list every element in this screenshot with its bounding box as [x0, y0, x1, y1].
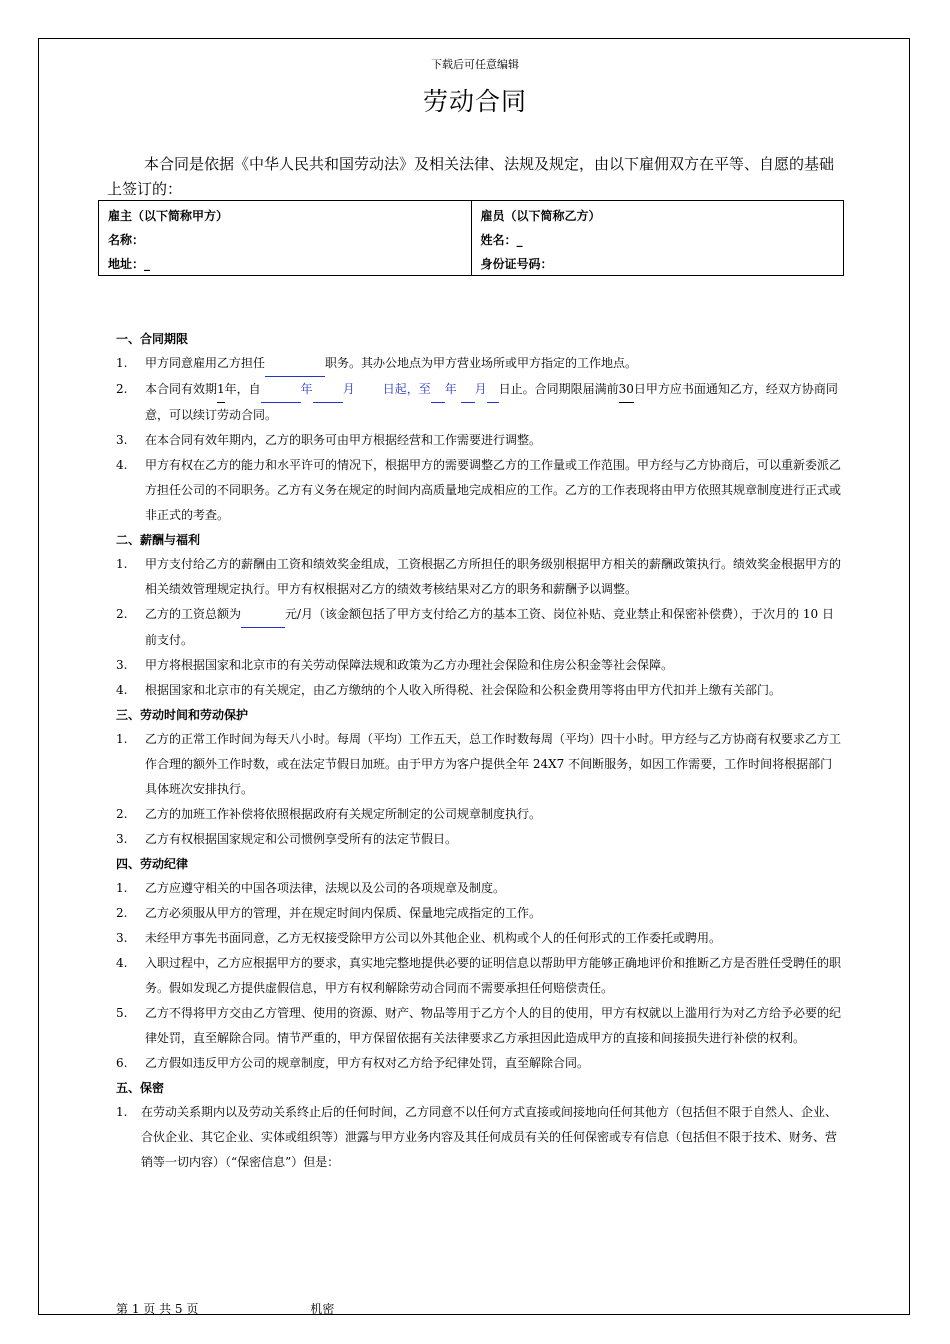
list-item: [116, 727, 844, 802]
section-title-secrecy: 五、保密: [116, 1081, 165, 1095]
list-item: [116, 377, 844, 428]
item-text: 在劳动关系期内以及劳动关系终止后的任何时间，乙方同意不以任何方式直接或间接地向任何其他方（包括但不限于自然人、企业、合伙企业、其它企业、实体或组织等）泄露与甲方业务内容及其任何成员有关的任何保密或专有信息（包括但不限于技术、财务、营销等一切内容）（“保密信息”）但是：: [141, 1105, 838, 1169]
item-text: 乙方假如违反甲方公司的规章制度，甲方有权对乙方给予纪律处罚，直至解除合同。: [145, 1056, 590, 1070]
list-item: [116, 351, 844, 377]
list-item: [116, 876, 844, 901]
item-text: 乙方的工资总额为: [145, 607, 242, 621]
item-text: 未经甲方事先书面同意，乙方无权接受除甲方公司以外其他企业、机构或个人的任何形式的工作委托或聘用。: [145, 931, 722, 945]
list-item: [116, 1100, 844, 1175]
item-text: 元/月（该金额包括了甲方支付给乙方的基本工资、岗位补贴、竞业禁止和保密补偿费），于次月的 10 日前支付。: [145, 607, 834, 647]
item-number: 3.: [116, 433, 128, 447]
end-day-blank: [487, 377, 499, 403]
list-item: [116, 678, 844, 703]
list-item: [116, 926, 844, 951]
list-item: [116, 428, 844, 453]
item-number: 4.: [116, 956, 128, 970]
item-text: 甲方同意雇用乙方担任: [145, 356, 266, 370]
item-text: 甲方支付给乙方的薪酬由工资和绩效奖金组成，工资根据乙方所担任的职务级别根据甲方相关的薪酬政策执行。绩效奖金根据甲方的相关绩效管理规定执行。甲方有权根据对乙方的绩效考核结果对乙方的职务和薪酬予以调整。: [145, 557, 842, 596]
item-text: 甲方将根据国家和北京市的有关劳动保障法规和政策为乙方办理社会保险和住房公积金等社会保障。: [145, 658, 674, 672]
section-title-discipline: 四、劳动纪律: [116, 857, 189, 871]
item-number: 2.: [116, 906, 128, 920]
confidential-mark: 机密: [310, 1302, 335, 1316]
list-item: [116, 602, 844, 653]
item-text: 在本合同有效年期内，乙方的职务可由甲方根据经营和工作需要进行调整。: [145, 433, 542, 447]
item-number: 3.: [116, 658, 128, 672]
list-item: [116, 453, 844, 528]
position-blank: [265, 351, 325, 377]
start-month-label: 月: [342, 382, 355, 396]
item-text: 入职过程中，乙方应根据甲方的要求，真实地完整地提供必要的证明信息以帮助甲方能够正确地评价和推断乙方是否胜任受聘任的职务。假如发现乙方提供虚假信息，甲方有权利解除劳动合同而不需要承担任何赔偿责任。: [145, 956, 842, 995]
notice-days-value: 30: [619, 377, 634, 403]
header-note: 下载后可任意编辑: [431, 58, 519, 71]
item-text: 乙方应遵守相关的中国各项法律，法规以及公司的各项规章及制度。: [145, 881, 506, 895]
section-secrecy: [116, 1076, 844, 1175]
list-item: [116, 802, 844, 827]
item-text: 年，自: [224, 382, 261, 396]
item-number: 1.: [116, 881, 128, 895]
item-text: 乙方必须服从甲方的管理，并在规定时间内保质、保量地完成指定的工作。: [145, 906, 542, 920]
party-a-column: [99, 201, 471, 275]
party-table: [98, 200, 844, 276]
page-footer: [116, 1300, 334, 1317]
party-b-id-label: 身份证号码：: [480, 257, 553, 271]
item-text: 甲方有权在乙方的能力和水平许可的情况下，根据甲方的需要调整乙方的工作量或工作范围。甲方经与乙方协商后，可以重新委派乙方担任公司的不同职务。乙方有义务在规定的时间内高质量地完成相应的工作。乙方的工作表现将由甲方依照其规章制度进行正式或非正式的考查。: [145, 458, 842, 522]
item-text: 乙方的正常工作时间为每天八小时。每周（平均）工作五天，总工作时数每周（平均）四十小时。甲方经与乙方协商有权要求乙方工作合理的额外工作时数，或在法定节假日加班。由于甲方为客户提供全年 24X7 不间断服务，如因工作需要，工作时间将根据部门具体班次安排执行。: [145, 732, 842, 796]
list-item: [116, 552, 844, 602]
contract-body: [116, 327, 844, 1175]
item-text: 乙方的加班工作补偿将依照根据政府有关规定所制定的公司规章制度执行。: [145, 807, 542, 821]
party-a-address-label: 地址：_: [108, 257, 151, 271]
item-number: 1.: [116, 732, 128, 746]
list-item: [116, 1051, 844, 1076]
item-text: 本合同有效期: [145, 382, 218, 396]
item-number: 4.: [116, 683, 128, 697]
end-year-label: 年: [444, 382, 457, 396]
item-number: 2.: [116, 382, 128, 396]
party-a-name-label: 名称：: [108, 233, 145, 247]
item-number: 2.: [116, 607, 128, 621]
start-year-label: 年: [300, 382, 313, 396]
list-item: [116, 901, 844, 926]
item-text: 根据国家和北京市的有关规定，由乙方缴纳的个人收入所得税、社会保险和公积金费用等将由甲方代扣并上缴有关部门。: [145, 683, 782, 697]
section-title-term: 一、合同期限: [116, 332, 189, 346]
salary-blank: [241, 602, 285, 628]
party-b-heading: 雇员（以下简称乙方）: [480, 209, 601, 223]
list-item: [116, 827, 844, 852]
start-day-blank: [355, 377, 383, 403]
item-number: 1.: [116, 1105, 128, 1119]
start-year-blank: [261, 377, 301, 403]
document-title: 劳动合同: [422, 87, 527, 116]
item-number: 1.: [116, 557, 128, 571]
start-month-blank: [313, 377, 343, 403]
start-day-label: 日起，至: [382, 382, 431, 396]
end-month-label: 月: [474, 382, 487, 396]
item-number: 4.: [116, 458, 128, 472]
item-number: 2.: [116, 807, 128, 821]
item-text: 日止。合同期限届满前: [498, 382, 619, 396]
party-b-column: [471, 201, 844, 275]
item-number: 1.: [116, 356, 128, 370]
section-title-working-hours: 三、劳动时间和劳动保护: [116, 708, 249, 722]
list-item: [116, 653, 844, 678]
end-year-blank: [431, 377, 445, 403]
party-b-name-label: 姓名：_: [480, 233, 523, 247]
item-number: 6.: [116, 1056, 128, 1070]
intro-paragraph: 本合同是依据《中华人民共和国劳动法》及相关法律、法规及规定，由以下雇佣双方在平等、自愿的基础上签订的：: [107, 155, 835, 198]
list-item: [116, 951, 844, 1001]
item-text: 职务。其办公地点为甲方营业场所或甲方指定的工作地点。: [325, 356, 638, 370]
party-a-heading: 雇主（以下简称甲方）: [108, 209, 229, 223]
end-month-blank: [461, 377, 475, 403]
item-text: 乙方有权根据国家规定和公司惯例享受所有的法定节假日。: [145, 832, 458, 846]
term-years-value: 1: [217, 377, 225, 403]
item-text: 乙方不得将甲方交由乙方管理、使用的资源、财产、物品等用于乙方个人的目的使用，甲方有权就以上滥用行为对乙方给予必要的纪律处罚，直至解除合同。情节严重的，甲方保留依据有关法律要求乙方承担因此造成甲方的直接和间接损失进行补偿的权利。: [145, 1006, 842, 1045]
list-item: [116, 1001, 844, 1051]
item-number: 3.: [116, 832, 128, 846]
section-title-compensation: 二、薪酬与福利: [116, 533, 201, 547]
item-text: 日甲方应书面通知乙方，经双方协商同意，可以续订劳动合同。: [145, 382, 838, 422]
page-number: 第 1 页 共 5 页: [116, 1302, 199, 1316]
item-number: 3.: [116, 931, 128, 945]
item-number: 5.: [116, 1006, 128, 1020]
